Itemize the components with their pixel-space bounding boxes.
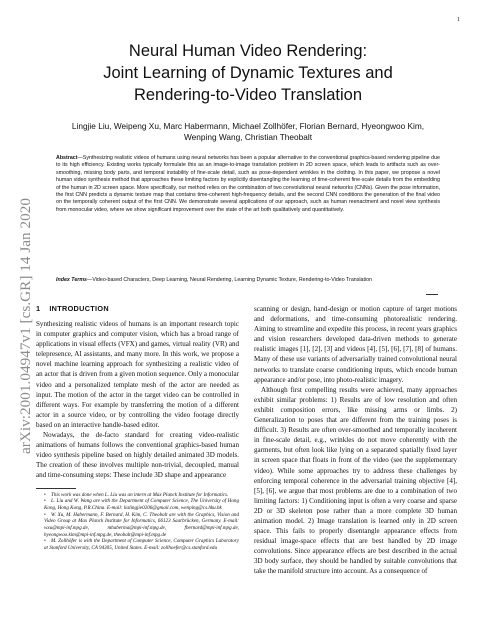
left-column [36,304,239,552]
abstract [56,155,440,214]
intro-paragraph-4: Although first compelling results were achieved, many approaches exhibit similar problems: 1) Results are of low resolution and often exhibit composition errors, like missing arms or limbs. 2) Generalization to poses that are different from the training poses is difficult. 3) Results are often over-smoothed and temporally incoherent in fine-scale detail, e.g., wrinkles do not move coherently with the garments, but often look like lying on a separated spatially fixed layer in screen space that floats in front of the video (see the supplementary video). While some approaches try to address these challenges by enforcing temporal coherence in the adversarial training objective [4], [5], [6], we argue that most problems are due to a combination of two limiting factors: 1) Conditioning input is often a very coarse and sparse 2D or 3D skeleton pose rather than a more complete 3D human animation model. 2) Image translation is learned only in 2D screen space. This fails to properly disentangle appearance effects from residual image-space effects that are best handled by 2D image convolutions. Since appearance effects are best described in the actual 3D body surface, they should be handled by suitable convolutions that take the manifold structure into account. As a consequence of [254,385,457,576]
intro-paragraph-2: Nowadays, the de-facto standard for creating video-realistic animations of humans follows the conventional graphics-based human video synthesis pipeline based on highly detailed animated 3D models. The creation of these involves multiple non-trivial, decoupled, manual and time-consuming steps: These include 3D shape and appearance [36,431,239,480]
intro-paragraph-1: Synthesizing realistic videos of humans is an important research topic in computer graphics and computer vision, which has a broad range of applications in visual effects (VFX) and games, virtual reality (VR) and telepresence, AI assistants, and many more. In this work, we propose a novel machine learning approach for synthesizing a realistic video of an actor that is driven from a given motion sequence. Only a monocular video and a personalized template mesh of the actor are needed as input. The motion of the actor in the target video can be controlled in different ways. For example by transferring the motion of a different actor in a source video, or by controlling the video footage directly based on an interactive handle-based editor. [36,320,239,429]
paper-title [40,40,456,106]
section-heading [36,304,239,314]
footnote-text: This work was done when L. Liu was an intern at Max Planck Institute for Informatics. [51,491,229,498]
title-line-3: Rendering-to-Video Translation [133,86,363,104]
footnote-divider [36,488,76,489]
footnote-bullet-icon: • [44,498,46,505]
title-line-1: Neural Human Video Rendering: [128,42,368,60]
page-number: 1 [457,17,460,23]
footnote-bullet-icon: • [44,538,46,545]
footnote-item [36,512,239,539]
footnote-text: W. Xu, M. Habermann, F. Bernard, H. Kim, C. Theobalt are with the Graphics, Vision and Video Group at Max Planck Institute for Informatics, 66123 Saarbrücken, Germany. E-mail: wxu@mpi-inf.mpg.de, mhaberma@mpi-inf.mpg.de, fbernard@mpi-inf.mpg.de, hyeongwoo.kim@mpi-inf.mpg.de, theobalt@mpi-inf.mpg.de [44,511,239,538]
header-divider [426,294,438,295]
section-title: INTRODUCTION [49,304,109,313]
index-terms-label: Index Terms [56,277,88,283]
right-column [254,304,457,577]
footnote-item [36,498,239,511]
footnote-text: L. Liu and W. Wang are with the Department of Computer Science, The University of Hong Kong, Hong Kong, P.R.China. E-mail: lialingjie0206@gmail.com, wenping@cs.hku.hk [44,498,239,511]
arxiv-identifier-text: arXiv:2001.04947v1 [cs.GR] 14 Jan 2020 [18,209,34,454]
footnote-text: M. Zollhöfer is with the Department of Computer Science, Computer Graphics Laboratory at Stanford University, CA 94305, United States. E-mail: zollhoefer@cs.stanford.edu [44,538,239,552]
footnote-bullet-icon: • [44,491,46,498]
index-terms [56,277,440,284]
author-list [60,121,436,143]
footnote-item [36,538,239,551]
intro-paragraph-3: scanning or design, hand-design or motion capture of target motions and deformations, and time-consuming photorealistic rendering. Aiming to streamline and expedite this process, in recent years graphics and vision researchers developed data-driven methods to generate realistic images [1], [2], [3] and videos [4], [5], [6], [7], [8] of humans. Many of these use variants of adversarially trained convolutional neural networks to translate coarse conditioning inputs, which encode human appearance and/or pose, into photo-realistic imagery. [254,305,457,384]
title-line-2: Joint Learning of Dynamic Textures and [103,64,393,82]
footnote-bullet-icon: • [44,511,46,518]
section-number: 1 [36,304,41,313]
footnotes [36,492,239,552]
author-line-1: Lingjie Liu, Weipeng Xu, Marc Habermann, Michael Zollhöfer, Florian Bernard, Hyeongwoo Kim, [71,121,425,131]
abstract-text: —Synthesizing realistic videos of humans using neural networks has been a popular alternative to the conventional graphics-based rendering pipeline due to its high efficiency. Existing works typically formulate this as an image-to-image translation problem in 2D screen space, which leads to artifacts such as over-smoothing, missing body parts, and temporal instability of fine-scale detail, such as pose-dependent wrinkles in the clothing. In this paper, we propose a novel human video synthesis method that approaches these limiting factors by explicitly disentangling the learning of time-coherent fine-scale details from the embedding of the human in 2D screen space. More specifically, our method relies on the combination of two convolutional neural networks (CNNs). Given the pose information, the first CNN predicts a dynamic texture map that contains time-coherent high-frequency details, and the second CNN conditions the generation of the final video on the temporally coherent output of the first CNN. We demonstrate several applications of our approach, such as human reenactment and novel view synthesis from monocular video, where we show significant improvement over the state of the art both qualitatively and quantitatively. [56,155,440,213]
index-terms-text: —Video-based Characters, Deep Learning, Neural Rendering, Learning Dynamic Texture, Rendering-to-Video Translation [87,277,373,283]
abstract-label: Abstract [56,155,78,161]
author-line-2: Wenping Wang, Christian Theobalt [183,132,313,142]
arxiv-identifier-stamp [14,196,36,456]
